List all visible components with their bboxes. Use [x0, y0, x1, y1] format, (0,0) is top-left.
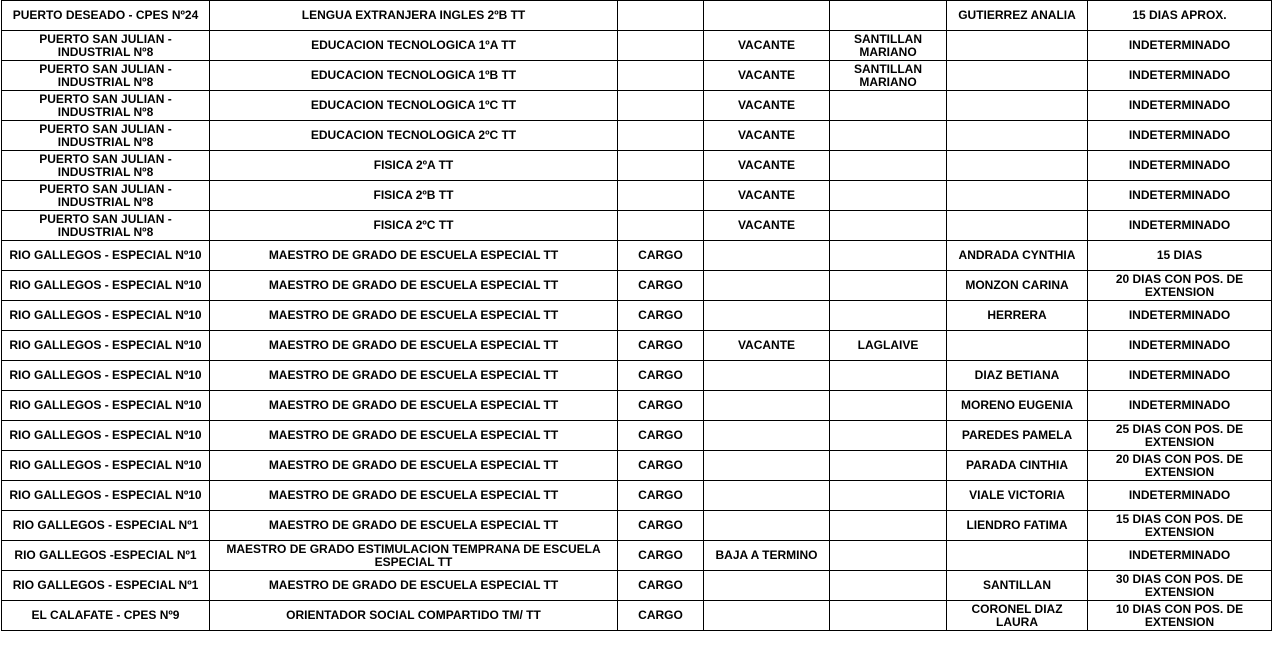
type-cell: CARGO — [618, 241, 704, 271]
substitute-cell: DIAZ BETIANA — [947, 361, 1088, 391]
school-cell: RIO GALLEGOS - ESPECIAL Nº10 — [2, 451, 210, 481]
type-cell — [618, 181, 704, 211]
school-cell: PUERTO SAN JULIAN - INDUSTRIAL Nº8 — [2, 181, 210, 211]
status-cell: VACANTE — [704, 331, 830, 361]
type-cell: CARGO — [618, 571, 704, 601]
table-row — [2, 271, 1272, 301]
table-row — [2, 451, 1272, 481]
substitute-cell — [947, 31, 1088, 61]
table-row — [2, 331, 1272, 361]
table-row — [2, 361, 1272, 391]
previous-holder-cell — [830, 541, 947, 571]
school-cell: RIO GALLEGOS - ESPECIAL Nº10 — [2, 331, 210, 361]
subject-cell: MAESTRO DE GRADO DE ESCUELA ESPECIAL TT — [210, 571, 618, 601]
subject-cell: FISICA 2ºA TT — [210, 151, 618, 181]
duration-cell: INDETERMINADO — [1088, 121, 1272, 151]
status-cell: VACANTE — [704, 31, 830, 61]
substitute-cell — [947, 151, 1088, 181]
school-cell: RIO GALLEGOS - ESPECIAL Nº10 — [2, 271, 210, 301]
type-cell: CARGO — [618, 301, 704, 331]
subject-cell: EDUCACION TECNOLOGICA 1ºB TT — [210, 61, 618, 91]
duration-cell: INDETERMINADO — [1088, 181, 1272, 211]
table-row — [2, 121, 1272, 151]
status-cell: BAJA A TERMINO — [704, 541, 830, 571]
substitute-cell: MONZON CARINA — [947, 271, 1088, 301]
school-cell: PUERTO DESEADO - CPES Nº24 — [2, 1, 210, 31]
type-cell — [618, 1, 704, 31]
table-row — [2, 91, 1272, 121]
duration-cell: 15 DIAS — [1088, 241, 1272, 271]
substitute-cell: SANTILLAN — [947, 571, 1088, 601]
subject-cell: FISICA 2ºB TT — [210, 181, 618, 211]
previous-holder-cell — [830, 121, 947, 151]
previous-holder-cell — [830, 271, 947, 301]
subject-cell: MAESTRO DE GRADO DE ESCUELA ESPECIAL TT — [210, 271, 618, 301]
type-cell — [618, 211, 704, 241]
previous-holder-cell — [830, 421, 947, 451]
table-row — [2, 1, 1272, 31]
previous-holder-cell: SANTILLAN MARIANO — [830, 31, 947, 61]
status-cell — [704, 271, 830, 301]
substitute-cell — [947, 91, 1088, 121]
previous-holder-cell — [830, 241, 947, 271]
previous-holder-cell — [830, 451, 947, 481]
subject-cell: ORIENTADOR SOCIAL COMPARTIDO TM/ TT — [210, 601, 618, 631]
substitute-cell — [947, 211, 1088, 241]
status-cell — [704, 511, 830, 541]
previous-holder-cell — [830, 1, 947, 31]
previous-holder-cell — [830, 391, 947, 421]
school-cell: PUERTO SAN JULIAN - INDUSTRIAL Nº8 — [2, 91, 210, 121]
subject-cell: EDUCACION TECNOLOGICA 1ºC TT — [210, 91, 618, 121]
subject-cell: MAESTRO DE GRADO DE ESCUELA ESPECIAL TT — [210, 391, 618, 421]
school-cell: RIO GALLEGOS - ESPECIAL Nº10 — [2, 391, 210, 421]
subject-cell: MAESTRO DE GRADO DE ESCUELA ESPECIAL TT — [210, 421, 618, 451]
duration-cell: INDETERMINADO — [1088, 391, 1272, 421]
type-cell — [618, 31, 704, 61]
status-cell — [704, 481, 830, 511]
duration-cell: 15 DIAS APROX. — [1088, 1, 1272, 31]
subject-cell: MAESTRO DE GRADO DE ESCUELA ESPECIAL TT — [210, 361, 618, 391]
type-cell: CARGO — [618, 541, 704, 571]
school-cell: PUERTO SAN JULIAN - INDUSTRIAL Nº8 — [2, 211, 210, 241]
school-cell: RIO GALLEGOS - ESPECIAL Nº10 — [2, 481, 210, 511]
vacancy-table — [1, 0, 1272, 631]
duration-cell: INDETERMINADO — [1088, 331, 1272, 361]
previous-holder-cell — [830, 571, 947, 601]
duration-cell: 10 DIAS CON POS. DE EXTENSION — [1088, 601, 1272, 631]
duration-cell: INDETERMINADO — [1088, 61, 1272, 91]
previous-holder-cell — [830, 511, 947, 541]
substitute-cell — [947, 121, 1088, 151]
subject-cell: LENGUA EXTRANJERA INGLES 2ºB TT — [210, 1, 618, 31]
type-cell: CARGO — [618, 511, 704, 541]
subject-cell: MAESTRO DE GRADO DE ESCUELA ESPECIAL TT — [210, 451, 618, 481]
school-cell: PUERTO SAN JULIAN - INDUSTRIAL Nº8 — [2, 151, 210, 181]
duration-cell: INDETERMINADO — [1088, 31, 1272, 61]
duration-cell: 20 DIAS CON POS. DE EXTENSION — [1088, 271, 1272, 301]
type-cell: CARGO — [618, 331, 704, 361]
school-cell: RIO GALLEGOS - ESPECIAL Nº10 — [2, 241, 210, 271]
substitute-cell — [947, 541, 1088, 571]
status-cell — [704, 1, 830, 31]
status-cell: VACANTE — [704, 121, 830, 151]
subject-cell: MAESTRO DE GRADO DE ESCUELA ESPECIAL TT — [210, 511, 618, 541]
duration-cell: INDETERMINADO — [1088, 481, 1272, 511]
type-cell — [618, 91, 704, 121]
subject-cell: MAESTRO DE GRADO DE ESCUELA ESPECIAL TT — [210, 301, 618, 331]
table-row — [2, 421, 1272, 451]
status-cell — [704, 391, 830, 421]
substitute-cell — [947, 61, 1088, 91]
status-cell — [704, 241, 830, 271]
table-row — [2, 571, 1272, 601]
school-cell: PUERTO SAN JULIAN - INDUSTRIAL Nº8 — [2, 31, 210, 61]
table-row — [2, 241, 1272, 271]
duration-cell: INDETERMINADO — [1088, 541, 1272, 571]
subject-cell: EDUCACION TECNOLOGICA 1ºA TT — [210, 31, 618, 61]
table-row — [2, 301, 1272, 331]
previous-holder-cell — [830, 211, 947, 241]
subject-cell: FISICA 2ºC TT — [210, 211, 618, 241]
previous-holder-cell: SANTILLAN MARIANO — [830, 61, 947, 91]
table-row — [2, 31, 1272, 61]
subject-cell: EDUCACION TECNOLOGICA 2ºC TT — [210, 121, 618, 151]
status-cell — [704, 571, 830, 601]
school-cell: RIO GALLEGOS - ESPECIAL Nº1 — [2, 571, 210, 601]
previous-holder-cell — [830, 91, 947, 121]
subject-cell: MAESTRO DE GRADO DE ESCUELA ESPECIAL TT — [210, 331, 618, 361]
previous-holder-cell — [830, 301, 947, 331]
school-cell: RIO GALLEGOS - ESPECIAL Nº10 — [2, 421, 210, 451]
previous-holder-cell — [830, 601, 947, 631]
duration-cell: 20 DIAS CON POS. DE EXTENSION — [1088, 451, 1272, 481]
status-cell — [704, 301, 830, 331]
school-cell: RIO GALLEGOS - ESPECIAL Nº10 — [2, 301, 210, 331]
status-cell: VACANTE — [704, 151, 830, 181]
type-cell: CARGO — [618, 391, 704, 421]
previous-holder-cell — [830, 181, 947, 211]
table-row — [2, 391, 1272, 421]
table-row — [2, 541, 1272, 571]
type-cell: CARGO — [618, 451, 704, 481]
table-row — [2, 511, 1272, 541]
substitute-cell: LIENDRO FATIMA — [947, 511, 1088, 541]
substitute-cell — [947, 181, 1088, 211]
substitute-cell — [947, 331, 1088, 361]
status-cell: VACANTE — [704, 91, 830, 121]
table-row — [2, 181, 1272, 211]
duration-cell: INDETERMINADO — [1088, 211, 1272, 241]
status-cell: VACANTE — [704, 181, 830, 211]
substitute-cell: CORONEL DIAZ LAURA — [947, 601, 1088, 631]
vacancy-table-body — [2, 1, 1272, 631]
previous-holder-cell: LAGLAIVE — [830, 331, 947, 361]
duration-cell: INDETERMINADO — [1088, 301, 1272, 331]
status-cell — [704, 421, 830, 451]
status-cell — [704, 361, 830, 391]
subject-cell: MAESTRO DE GRADO ESTIMULACION TEMPRANA DE ESCUELA ESPECIAL TT — [210, 541, 618, 571]
status-cell — [704, 451, 830, 481]
table-row — [2, 601, 1272, 631]
table-row — [2, 151, 1272, 181]
substitute-cell: PAREDES PAMELA — [947, 421, 1088, 451]
substitute-cell: MORENO EUGENIA — [947, 391, 1088, 421]
school-cell: RIO GALLEGOS - ESPECIAL Nº1 — [2, 511, 210, 541]
school-cell: RIO GALLEGOS - ESPECIAL Nº10 — [2, 361, 210, 391]
status-cell — [704, 601, 830, 631]
type-cell: CARGO — [618, 271, 704, 301]
substitute-cell: ANDRADA CYNTHIA — [947, 241, 1088, 271]
type-cell: CARGO — [618, 361, 704, 391]
substitute-cell: VIALE VICTORIA — [947, 481, 1088, 511]
subject-cell: MAESTRO DE GRADO DE ESCUELA ESPECIAL TT — [210, 481, 618, 511]
status-cell: VACANTE — [704, 211, 830, 241]
substitute-cell: PARADA CINTHIA — [947, 451, 1088, 481]
table-row — [2, 211, 1272, 241]
duration-cell: 25 DIAS CON POS. DE EXTENSION — [1088, 421, 1272, 451]
table-row — [2, 61, 1272, 91]
duration-cell: INDETERMINADO — [1088, 151, 1272, 181]
substitute-cell: HERRERA — [947, 301, 1088, 331]
duration-cell: INDETERMINADO — [1088, 91, 1272, 121]
type-cell — [618, 151, 704, 181]
school-cell: PUERTO SAN JULIAN - INDUSTRIAL Nº8 — [2, 121, 210, 151]
type-cell — [618, 61, 704, 91]
previous-holder-cell — [830, 481, 947, 511]
duration-cell: 15 DIAS CON POS. DE EXTENSION — [1088, 511, 1272, 541]
school-cell: PUERTO SAN JULIAN - INDUSTRIAL Nº8 — [2, 61, 210, 91]
school-cell: EL CALAFATE - CPES Nº9 — [2, 601, 210, 631]
type-cell: CARGO — [618, 481, 704, 511]
type-cell — [618, 121, 704, 151]
subject-cell: MAESTRO DE GRADO DE ESCUELA ESPECIAL TT — [210, 241, 618, 271]
type-cell: CARGO — [618, 421, 704, 451]
status-cell: VACANTE — [704, 61, 830, 91]
substitute-cell: GUTIERREZ ANALIA — [947, 1, 1088, 31]
duration-cell: 30 DIAS CON POS. DE EXTENSION — [1088, 571, 1272, 601]
type-cell: CARGO — [618, 601, 704, 631]
school-cell: RIO GALLEGOS -ESPECIAL Nº1 — [2, 541, 210, 571]
duration-cell: INDETERMINADO — [1088, 361, 1272, 391]
previous-holder-cell — [830, 151, 947, 181]
table-row — [2, 481, 1272, 511]
previous-holder-cell — [830, 361, 947, 391]
